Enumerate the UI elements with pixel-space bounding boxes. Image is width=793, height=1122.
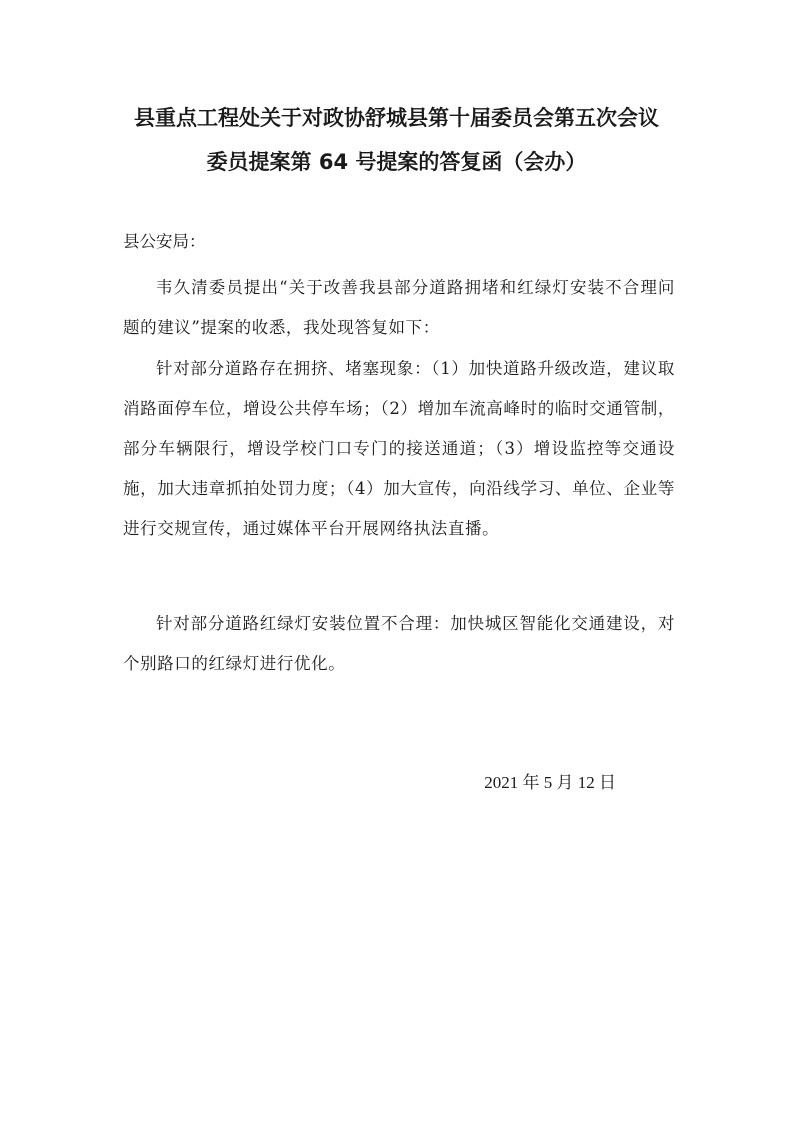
paragraph-traffic-light-measures: 针对部分道路红绿灯安装位置不合理：加快城区智能化交通建设，对个别路口的红绿灯进行优化。 (123, 614, 675, 673)
document-date: 2021 年 5 月 12 日 (484, 773, 616, 792)
paragraph-intro: 韦久清委员提出“关于改善我县部分道路拥堵和红绿灯安装不合理问题的建议”提案的收悉，我处现答复如下： (123, 278, 675, 337)
salutation: 县公安局： (123, 232, 206, 251)
document-title-line-1: 县重点工程处关于对政协舒城县第十届委员会第五次会议 (134, 106, 659, 130)
paragraph-congestion-measures: 针对部分道路存在拥挤、堵塞现象：（1）加快道路升级改造，建议取消路面停车位，增设公共停车场；（2）增加车流高峰时的临时交通管制，部分车辆限行，增设学校门口专门的接送通道；（3）增设监控等交通设施，加大违章抓拍处罚力度；（4）加大宣传，向沿线学习、单位、企业等进行交规宣传，通过媒体平台开展网络执法直播。 (123, 359, 675, 538)
document-title-line-2: 委员提案第 64 号提案的答复函（会办） (206, 150, 587, 174)
